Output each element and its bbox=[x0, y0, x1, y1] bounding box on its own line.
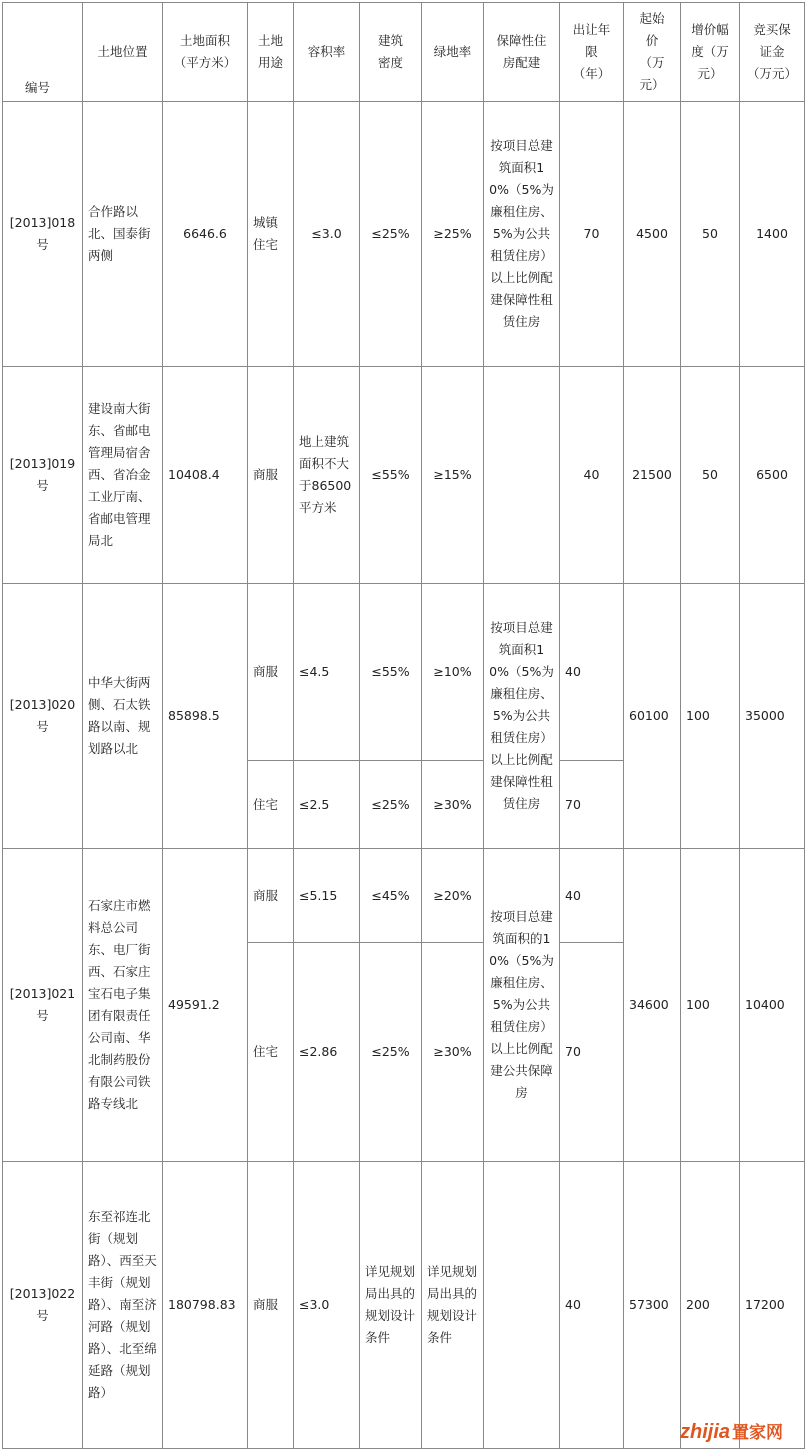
header-location: 土地位置 bbox=[83, 3, 163, 102]
parcel-use: 商服 bbox=[248, 584, 294, 761]
parcel-green: ≥25% bbox=[422, 102, 484, 367]
header-area: 土地面积 （平方米） bbox=[163, 3, 248, 102]
parcel-code: [2013]019号 bbox=[3, 367, 83, 584]
parcel-green: ≥10% bbox=[422, 584, 484, 761]
parcel-housing bbox=[484, 367, 560, 584]
parcel-deposit: 1400 bbox=[740, 102, 805, 367]
parcel-deposit: 10400 bbox=[740, 849, 805, 1162]
parcel-green: ≥15% bbox=[422, 367, 484, 584]
parcel-deposit: 17200 bbox=[740, 1162, 805, 1449]
watermark-suffix: 置家网 bbox=[732, 1423, 784, 1442]
parcel-location: 建设南大街东、省邮电管理局宿舍西、省冶金工业厅南、省邮电管理局北 bbox=[83, 367, 163, 584]
parcel-density: 详见规划局出具的规划设计条件 bbox=[360, 1162, 422, 1449]
parcel-green: ≥30% bbox=[422, 761, 484, 849]
parcel-location: 石家庄市燃料总公司东、电厂街西、石家庄宝石电子集团有限责任公司南、华北制药股份有限公司铁路专线北 bbox=[83, 849, 163, 1162]
header-row bbox=[3, 3, 805, 102]
parcel-use: 城镇住宅 bbox=[248, 102, 294, 367]
parcel-increment: 100 bbox=[681, 584, 740, 849]
parcel-far: ≤3.0 bbox=[294, 102, 360, 367]
table-row bbox=[3, 102, 805, 367]
parcel-green: 详见规划局出具的规划设计条件 bbox=[422, 1162, 484, 1449]
parcel-far: 地上建筑面积不大于86500平方米 bbox=[294, 367, 360, 584]
watermark-brand: zhijia bbox=[680, 1421, 731, 1443]
site-watermark-logo bbox=[680, 1418, 806, 1446]
land-auction-table bbox=[2, 2, 805, 1449]
parcel-density: ≤25% bbox=[360, 761, 422, 849]
header-density: 建筑 密度 bbox=[360, 3, 422, 102]
parcel-housing bbox=[484, 1162, 560, 1449]
header-start-price: 起始 价 （万 元） bbox=[624, 3, 681, 102]
parcel-code: [2013]022号 bbox=[3, 1162, 83, 1449]
table-row bbox=[3, 367, 805, 584]
parcel-area: 49591.2 bbox=[163, 849, 248, 1162]
header-far: 容积率 bbox=[294, 3, 360, 102]
table-row bbox=[3, 1162, 805, 1449]
parcel-code: [2013]020号 bbox=[3, 584, 83, 849]
parcel-density: ≤45% bbox=[360, 849, 422, 943]
parcel-green: ≥30% bbox=[422, 943, 484, 1162]
parcel-start-price: 21500 bbox=[624, 367, 681, 584]
header-housing: 保障性住 房配建 bbox=[484, 3, 560, 102]
header-green: 绿地率 bbox=[422, 3, 484, 102]
parcel-start-price: 57300 bbox=[624, 1162, 681, 1449]
parcel-density: ≤25% bbox=[360, 102, 422, 367]
parcel-far: ≤3.0 bbox=[294, 1162, 360, 1449]
parcel-far: ≤4.5 bbox=[294, 584, 360, 761]
parcel-start-price: 60100 bbox=[624, 584, 681, 849]
parcel-housing: 按项目总建筑面积的10%（5%为廉租住房、5%为公共租赁住房）以上比例配建公共保障房 bbox=[484, 849, 560, 1162]
parcel-term: 70 bbox=[560, 943, 624, 1162]
parcel-deposit: 6500 bbox=[740, 367, 805, 584]
parcel-use: 住宅 bbox=[248, 761, 294, 849]
parcel-housing: 按项目总建筑面积10%（5%为廉租住房、5%为公共租赁住房）以上比例配建保障性租赁住房 bbox=[484, 102, 560, 367]
parcel-term: 70 bbox=[560, 761, 624, 849]
parcel-location: 合作路以北、国泰街两侧 bbox=[83, 102, 163, 367]
parcel-density: ≤55% bbox=[360, 367, 422, 584]
parcel-density: ≤55% bbox=[360, 584, 422, 761]
parcel-increment: 200 bbox=[681, 1162, 740, 1449]
parcel-start-price: 34600 bbox=[624, 849, 681, 1162]
parcel-far: ≤2.5 bbox=[294, 761, 360, 849]
parcel-location: 东至祁连北街（规划路）、西至天丰街（规划路）、南至济河路（规划路）、北至绵延路（规划路） bbox=[83, 1162, 163, 1449]
parcel-far: ≤5.15 bbox=[294, 849, 360, 943]
parcel-area: 180798.83 bbox=[163, 1162, 248, 1449]
parcel-area: 10408.4 bbox=[163, 367, 248, 584]
parcel-code: [2013]021号 bbox=[3, 849, 83, 1162]
parcel-green: ≥20% bbox=[422, 849, 484, 943]
header-term: 出让年 限 （年） bbox=[560, 3, 624, 102]
parcel-increment: 100 bbox=[681, 849, 740, 1162]
parcel-start-price: 4500 bbox=[624, 102, 681, 367]
header-deposit: 竞买保 证金 （万元） bbox=[740, 3, 805, 102]
parcel-use: 商服 bbox=[248, 367, 294, 584]
parcel-density: ≤25% bbox=[360, 943, 422, 1162]
parcel-term: 40 bbox=[560, 584, 624, 761]
parcel-term: 40 bbox=[560, 367, 624, 584]
parcel-term: 40 bbox=[560, 1162, 624, 1449]
table-row bbox=[3, 584, 805, 761]
parcel-area: 6646.6 bbox=[163, 102, 248, 367]
table-row bbox=[3, 849, 805, 943]
parcel-use: 商服 bbox=[248, 849, 294, 943]
parcel-increment: 50 bbox=[681, 367, 740, 584]
parcel-use: 商服 bbox=[248, 1162, 294, 1449]
parcel-area: 85898.5 bbox=[163, 584, 248, 849]
parcel-location: 中华大街两侧、石太铁路以南、规划路以北 bbox=[83, 584, 163, 849]
header-code: 编号 bbox=[3, 3, 83, 102]
parcel-code: [2013]018号 bbox=[3, 102, 83, 367]
header-use: 土地 用途 bbox=[248, 3, 294, 102]
header-increment: 增价幅 度（万 元） bbox=[681, 3, 740, 102]
parcel-deposit: 35000 bbox=[740, 584, 805, 849]
parcel-term: 40 bbox=[560, 849, 624, 943]
parcel-term: 70 bbox=[560, 102, 624, 367]
parcel-increment: 50 bbox=[681, 102, 740, 367]
parcel-far: ≤2.86 bbox=[294, 943, 360, 1162]
parcel-use: 住宅 bbox=[248, 943, 294, 1162]
parcel-housing: 按项目总建筑面积10%（5%为廉租住房、5%为公共租赁住房）以上比例配建保障性租赁住房 bbox=[484, 584, 560, 849]
